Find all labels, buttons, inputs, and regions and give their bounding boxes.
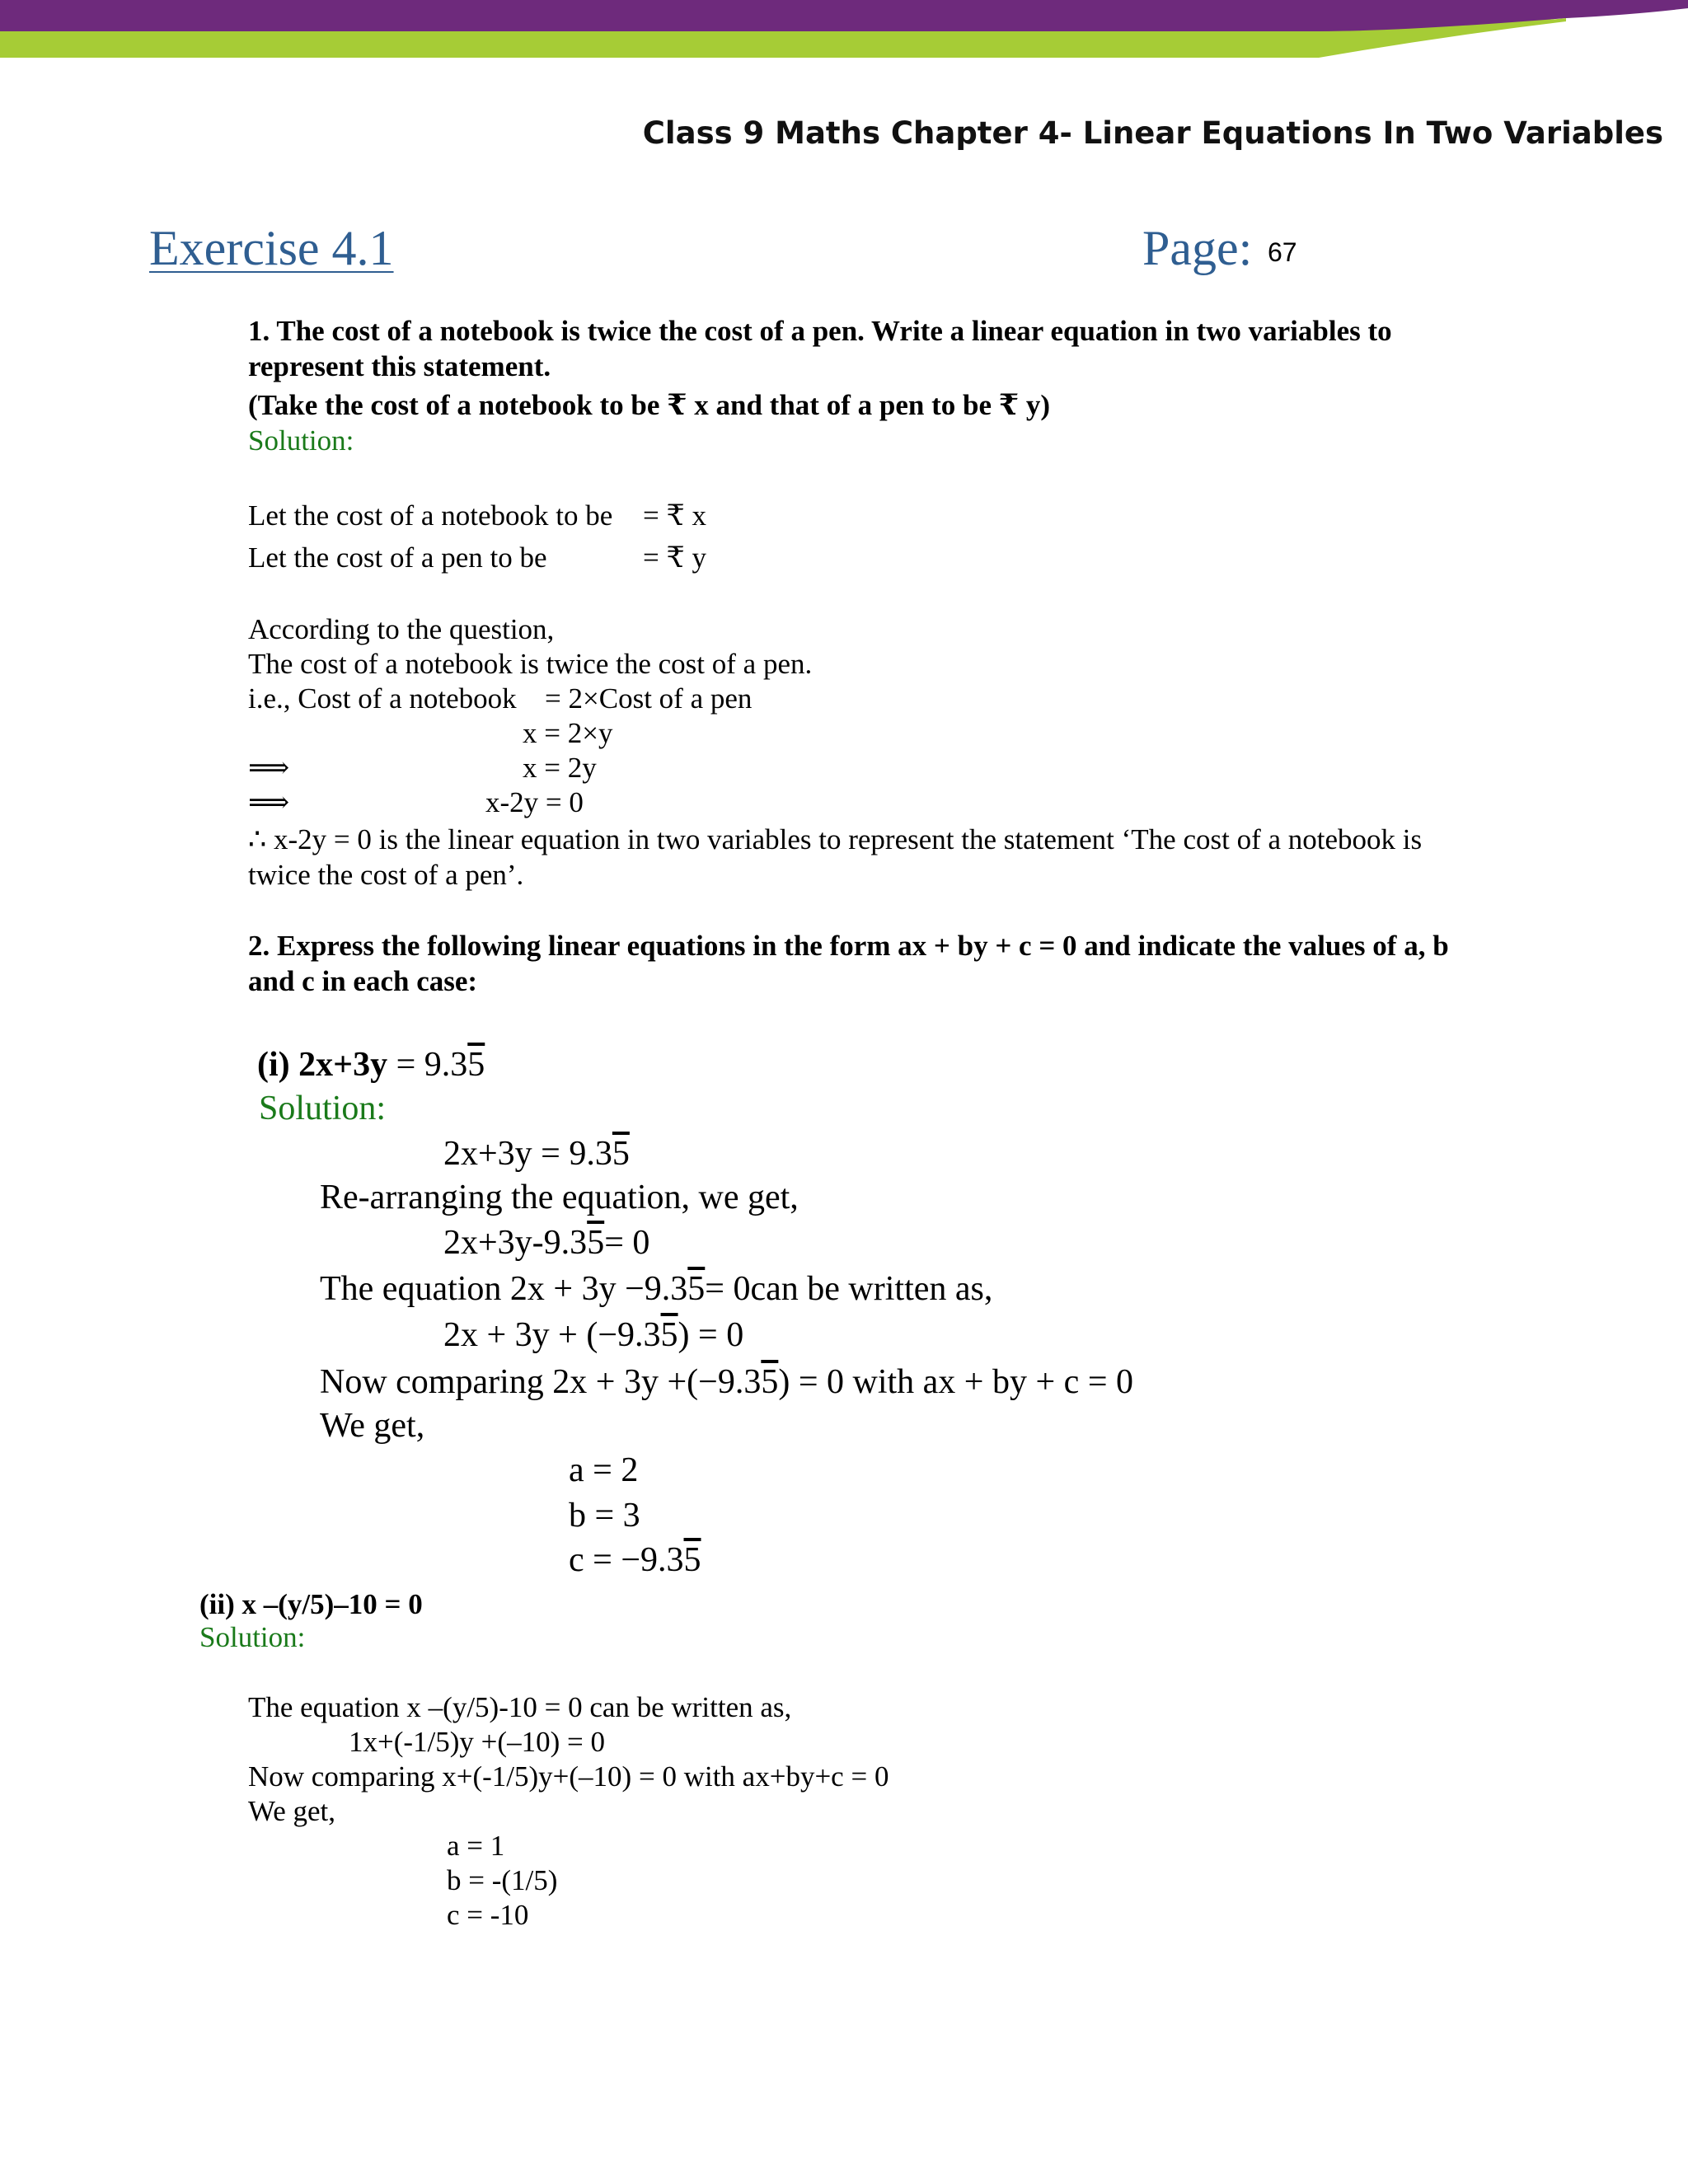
implies-symbol: ⟹ — [248, 752, 290, 784]
q1-let-notebook: Let the cost of a notebook to be — [248, 499, 613, 532]
page-label: Page: — [1142, 221, 1253, 275]
q1-let-pen-value: = ₹ y — [643, 541, 707, 574]
q1-ie-value: = 2×Cost of a pen — [545, 682, 753, 715]
q1-solution-label: Solution: — [248, 424, 354, 457]
q1-step3: x-2y = 0 — [485, 786, 584, 818]
q1-conclusion-line1: ∴ x-2y = 0 is the linear equation in two variables to represent the statement ‘The cost of a notebook is — [248, 823, 1423, 855]
q2-part-i-line6: Now comparing 2x + 3y +(−9.35) = 0 with ax + by + c = 0 — [320, 1363, 1134, 1401]
q1-ie-text: i.e., Cost of a notebook — [248, 682, 517, 715]
q1-let-notebook-value: = ₹ x — [643, 499, 707, 532]
implies-symbol: ⟹ — [248, 786, 290, 818]
q2-part-i-a: a = 2 — [569, 1451, 639, 1489]
q2-part-i-line3: 2x+3y-9.35= 0 — [443, 1224, 650, 1262]
q2-part-i-solution-label: Solution: — [259, 1090, 387, 1127]
q2-question-line2: and c in each case: — [248, 965, 478, 997]
q2-part-ii-line1: The equation x –(y/5)-10 = 0 can be written as, — [248, 1691, 792, 1723]
q2-part-ii-solution-label: Solution: — [199, 1621, 306, 1653]
q2-part-i-c: c = −9.35 — [569, 1541, 701, 1579]
q1-statement: The cost of a notebook is twice the cost of a pen. — [248, 648, 813, 680]
document-header-title: Class 9 Maths Chapter 4- Linear Equations In Two Variables — [642, 115, 1663, 151]
page-number: 67 — [1268, 237, 1297, 267]
q1-question-line2: represent this statement. — [248, 350, 551, 382]
q1-step1: x = 2×y — [523, 717, 613, 749]
q2-question-line1: 2. Express the following linear equations in the form ax + by + c = 0 and indicate the values of a, b — [248, 930, 1449, 962]
q1-according: According to the question, — [248, 613, 555, 645]
q1-step2: x = 2y — [523, 752, 597, 784]
q1-question-line3: (Take the cost of a notebook to be ₹ x and that of a pen to be ₹ y) — [248, 389, 1050, 421]
q2-part-ii-equation: (ii) x –(y/5)–10 = 0 — [199, 1588, 423, 1620]
q2-part-ii-c: c = -10 — [447, 1899, 529, 1931]
q1-conclusion-line2: twice the cost of a pen’. — [248, 859, 524, 891]
q2-part-i-b: b = 3 — [569, 1497, 640, 1535]
q2-part-i-line1: 2x+3y = 9.35 — [443, 1135, 630, 1173]
q2-part-ii-line3: Now comparing x+(-1/5)y+(–10) = 0 with ax+by+c = 0 — [248, 1760, 889, 1793]
q2-part-ii-we-get: We get, — [248, 1795, 336, 1827]
q2-part-ii-b: b = -(1/5) — [447, 1864, 558, 1896]
q1-let-pen: Let the cost of a pen to be — [248, 541, 547, 574]
exercise-title: Exercise 4.1 — [149, 221, 394, 275]
q2-part-ii-a: a = 1 — [447, 1830, 505, 1862]
header-banner — [0, 0, 1688, 66]
q2-part-i-line5: 2x + 3y + (−9.35) = 0 — [443, 1316, 744, 1354]
q2-part-i-equation: (i) 2x+3y = 9.35 — [257, 1046, 485, 1084]
q2-part-i-we-get: We get, — [320, 1407, 425, 1445]
q2-part-i-rearrange: Re-arranging the equation, we get, — [320, 1179, 799, 1216]
q2-part-ii-line2: 1x+(-1/5)y +(–10) = 0 — [349, 1726, 605, 1758]
q1-question-line1: 1. The cost of a notebook is twice the cost of a pen. Write a linear equation in two variables to — [248, 315, 1392, 347]
q2-part-i-line4: The equation 2x + 3y −9.35= 0can be written as, — [320, 1270, 993, 1308]
